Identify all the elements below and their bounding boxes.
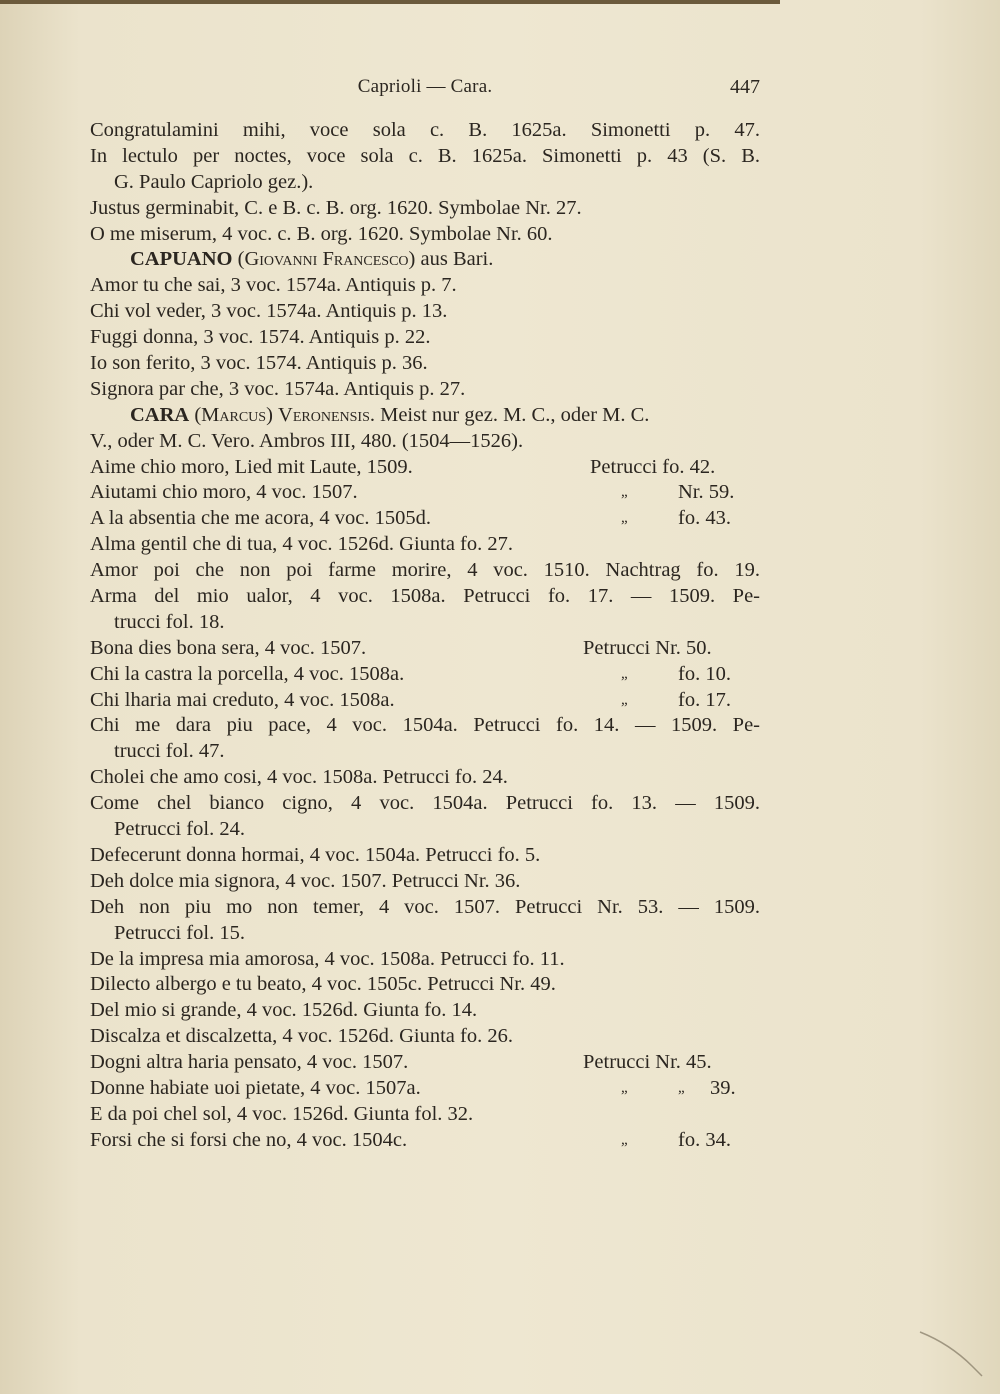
entry-line: Aiutami chio moro, 4 voc. 1507. „ Nr. 59. (90, 480, 760, 506)
ditto-mark: „ (621, 691, 628, 708)
entry-line: Congratulamini mihi, voce sola c. B. 1625a. Simonetti p. 47. (90, 119, 760, 141)
ditto-mark: „ (621, 510, 628, 527)
entry-line: Petrucci fol. 15. (114, 921, 245, 944)
entry-line: Discalza et discalzetta, 4 voc. 1526d. Giunta fo. 26. (90, 1025, 513, 1048)
entry-line: Aime chio moro, Lied mit Laute, 1509. Petrucci fo. 42. (90, 455, 760, 481)
composer-name: CAPUANO (130, 248, 233, 271)
index-entries (90, 118, 760, 1154)
entry-line: Chi vol veder, 3 voc. 1574a. Antiquis p. 13. (90, 300, 448, 323)
entry-line: Donne habiate uoi pietate, 4 voc. 1507a. „ „ 39. (90, 1076, 760, 1102)
entry-line: In lectulo per noctes, voce sola c. B. 1625a. Simonetti p. 43 (S. B. (90, 144, 760, 167)
running-head (90, 76, 760, 102)
entry-line: G. Paulo Capriolo gez.). (114, 170, 314, 193)
ditto-mark: „ (621, 1131, 628, 1148)
entry-line: Bona dies bona sera, 4 voc. 1507. Petrucci Nr. 50. (90, 636, 760, 662)
entry-line: Chi la castra la porcella, 4 voc. 1508a. „ fo. 10. (90, 662, 760, 688)
source-reference: fo. 17. (678, 688, 731, 711)
ditto-mark: „ (621, 665, 628, 682)
entry-line: Signora par che, 3 voc. 1574a. Antiquis p. 27. (90, 377, 466, 400)
ditto-mark: „ (678, 1079, 685, 1096)
entry-line: Chi me dara piu pace, 4 voc. 1504a. Petrucci fo. 14. — 1509. Pe- (90, 714, 760, 737)
entry-line: Petrucci fol. 24. (114, 818, 245, 841)
source-reference: fo. 43. (678, 507, 731, 530)
entry-line: Io son ferito, 3 voc. 1574. Antiquis p. 36. (90, 352, 428, 375)
entry-line: Chi lharia mai creduto, 4 voc. 1508a. „ fo. 17. (90, 688, 760, 714)
composer-heading-cara: CARA (Marcus) Veronensis. Meist nur gez. M. C., oder M. C. (130, 403, 650, 426)
source-reference: Petrucci Nr. 45. (583, 1051, 712, 1074)
entry-line: Cholei che amo cosi, 4 voc. 1508a. Petrucci fo. 24. (90, 766, 508, 789)
entry-line: trucci fol. 18. (114, 610, 225, 633)
entry-line: Dilecto albergo e tu beato, 4 voc. 1505c. Petrucci Nr. 49. (90, 973, 556, 996)
page-top-edge (0, 0, 780, 4)
entry-line: trucci fol. 47. (114, 740, 225, 763)
page-number: 447 (730, 76, 760, 98)
source-reference: fo. 10. (678, 662, 731, 685)
page-mark (910, 1314, 1000, 1394)
entry-line: Deh dolce mia signora, 4 voc. 1507. Petrucci Nr. 36. (90, 869, 521, 892)
entry-line: E da poi chel sol, 4 voc. 1526d. Giunta fol. 32. (90, 1102, 474, 1125)
entry-line: Forsi che si forsi che no, 4 voc. 1504c. „ fo. 34. (90, 1128, 760, 1154)
source-reference: fo. 34. (678, 1128, 731, 1151)
running-title: Caprioli — Cara. (357, 76, 493, 97)
entry-line: V., oder M. C. Vero. Ambros III, 480. (1504—1526). (90, 429, 524, 452)
entry-line: Fuggi donna, 3 voc. 1574. Antiquis p. 22. (90, 326, 431, 349)
entry-line: De la impresa mia amorosa, 4 voc. 1508a. Petrucci fo. 11. (90, 947, 565, 970)
entry-line: Justus germinabit, C. e B. c. B. org. 1620. Symbolae Nr. 27. (90, 196, 582, 219)
entry-line: Deh non piu mo non temer, 4 voc. 1507. Petrucci Nr. 53. — 1509. (90, 895, 760, 918)
entry-line: Amor poi che non poi farme morire, 4 voc. 1510. Nachtrag fo. 19. (90, 559, 760, 582)
entry-line: Dogni altra haria pensato, 4 voc. 1507. Petrucci Nr. 45. (90, 1050, 760, 1076)
source-reference: Petrucci Nr. 50. (583, 636, 712, 659)
entry-line: Defecerunt donna hormai, 4 voc. 1504a. Petrucci fo. 5. (90, 843, 541, 866)
composer-given-name: Marcus (201, 403, 267, 426)
composer-place: Veronensis (278, 403, 370, 426)
entry-line: A la absentia che me acora, 4 voc. 1505d. „ fo. 43. (90, 506, 760, 532)
entry-line: Come chel bianco cigno, 4 voc. 1504a. Petrucci fo. 13. — 1509. (90, 792, 760, 815)
entry-line: Arma del mio ualor, 4 voc. 1508a. Petrucci fo. 17. — 1509. Pe- (90, 585, 760, 608)
ditto-mark: „ (621, 1079, 628, 1096)
entry-line: Del mio si grande, 4 voc. 1526d. Giunta fo. 14. (90, 999, 478, 1022)
entry-line: Alma gentil che di tua, 4 voc. 1526d. Giunta fo. 27. (90, 533, 514, 556)
ditto-mark: „ (621, 484, 628, 501)
composer-given-name: Giovanni Francesco (244, 248, 409, 271)
entry-line: Amor tu che sai, 3 voc. 1574a. Antiquis p. 7. (90, 274, 457, 297)
composer-heading-capuano: CAPUANO (Giovanni Francesco) aus Bari. (130, 248, 494, 271)
entry-line: O me miserum, 4 voc. c. B. org. 1620. Symbolae Nr. 60. (90, 222, 553, 245)
source-reference: Nr. 59. (678, 481, 735, 504)
source-reference: 39. (710, 1076, 736, 1099)
source-reference: Petrucci fo. 42. (590, 455, 716, 478)
composer-name: CARA (130, 403, 190, 426)
